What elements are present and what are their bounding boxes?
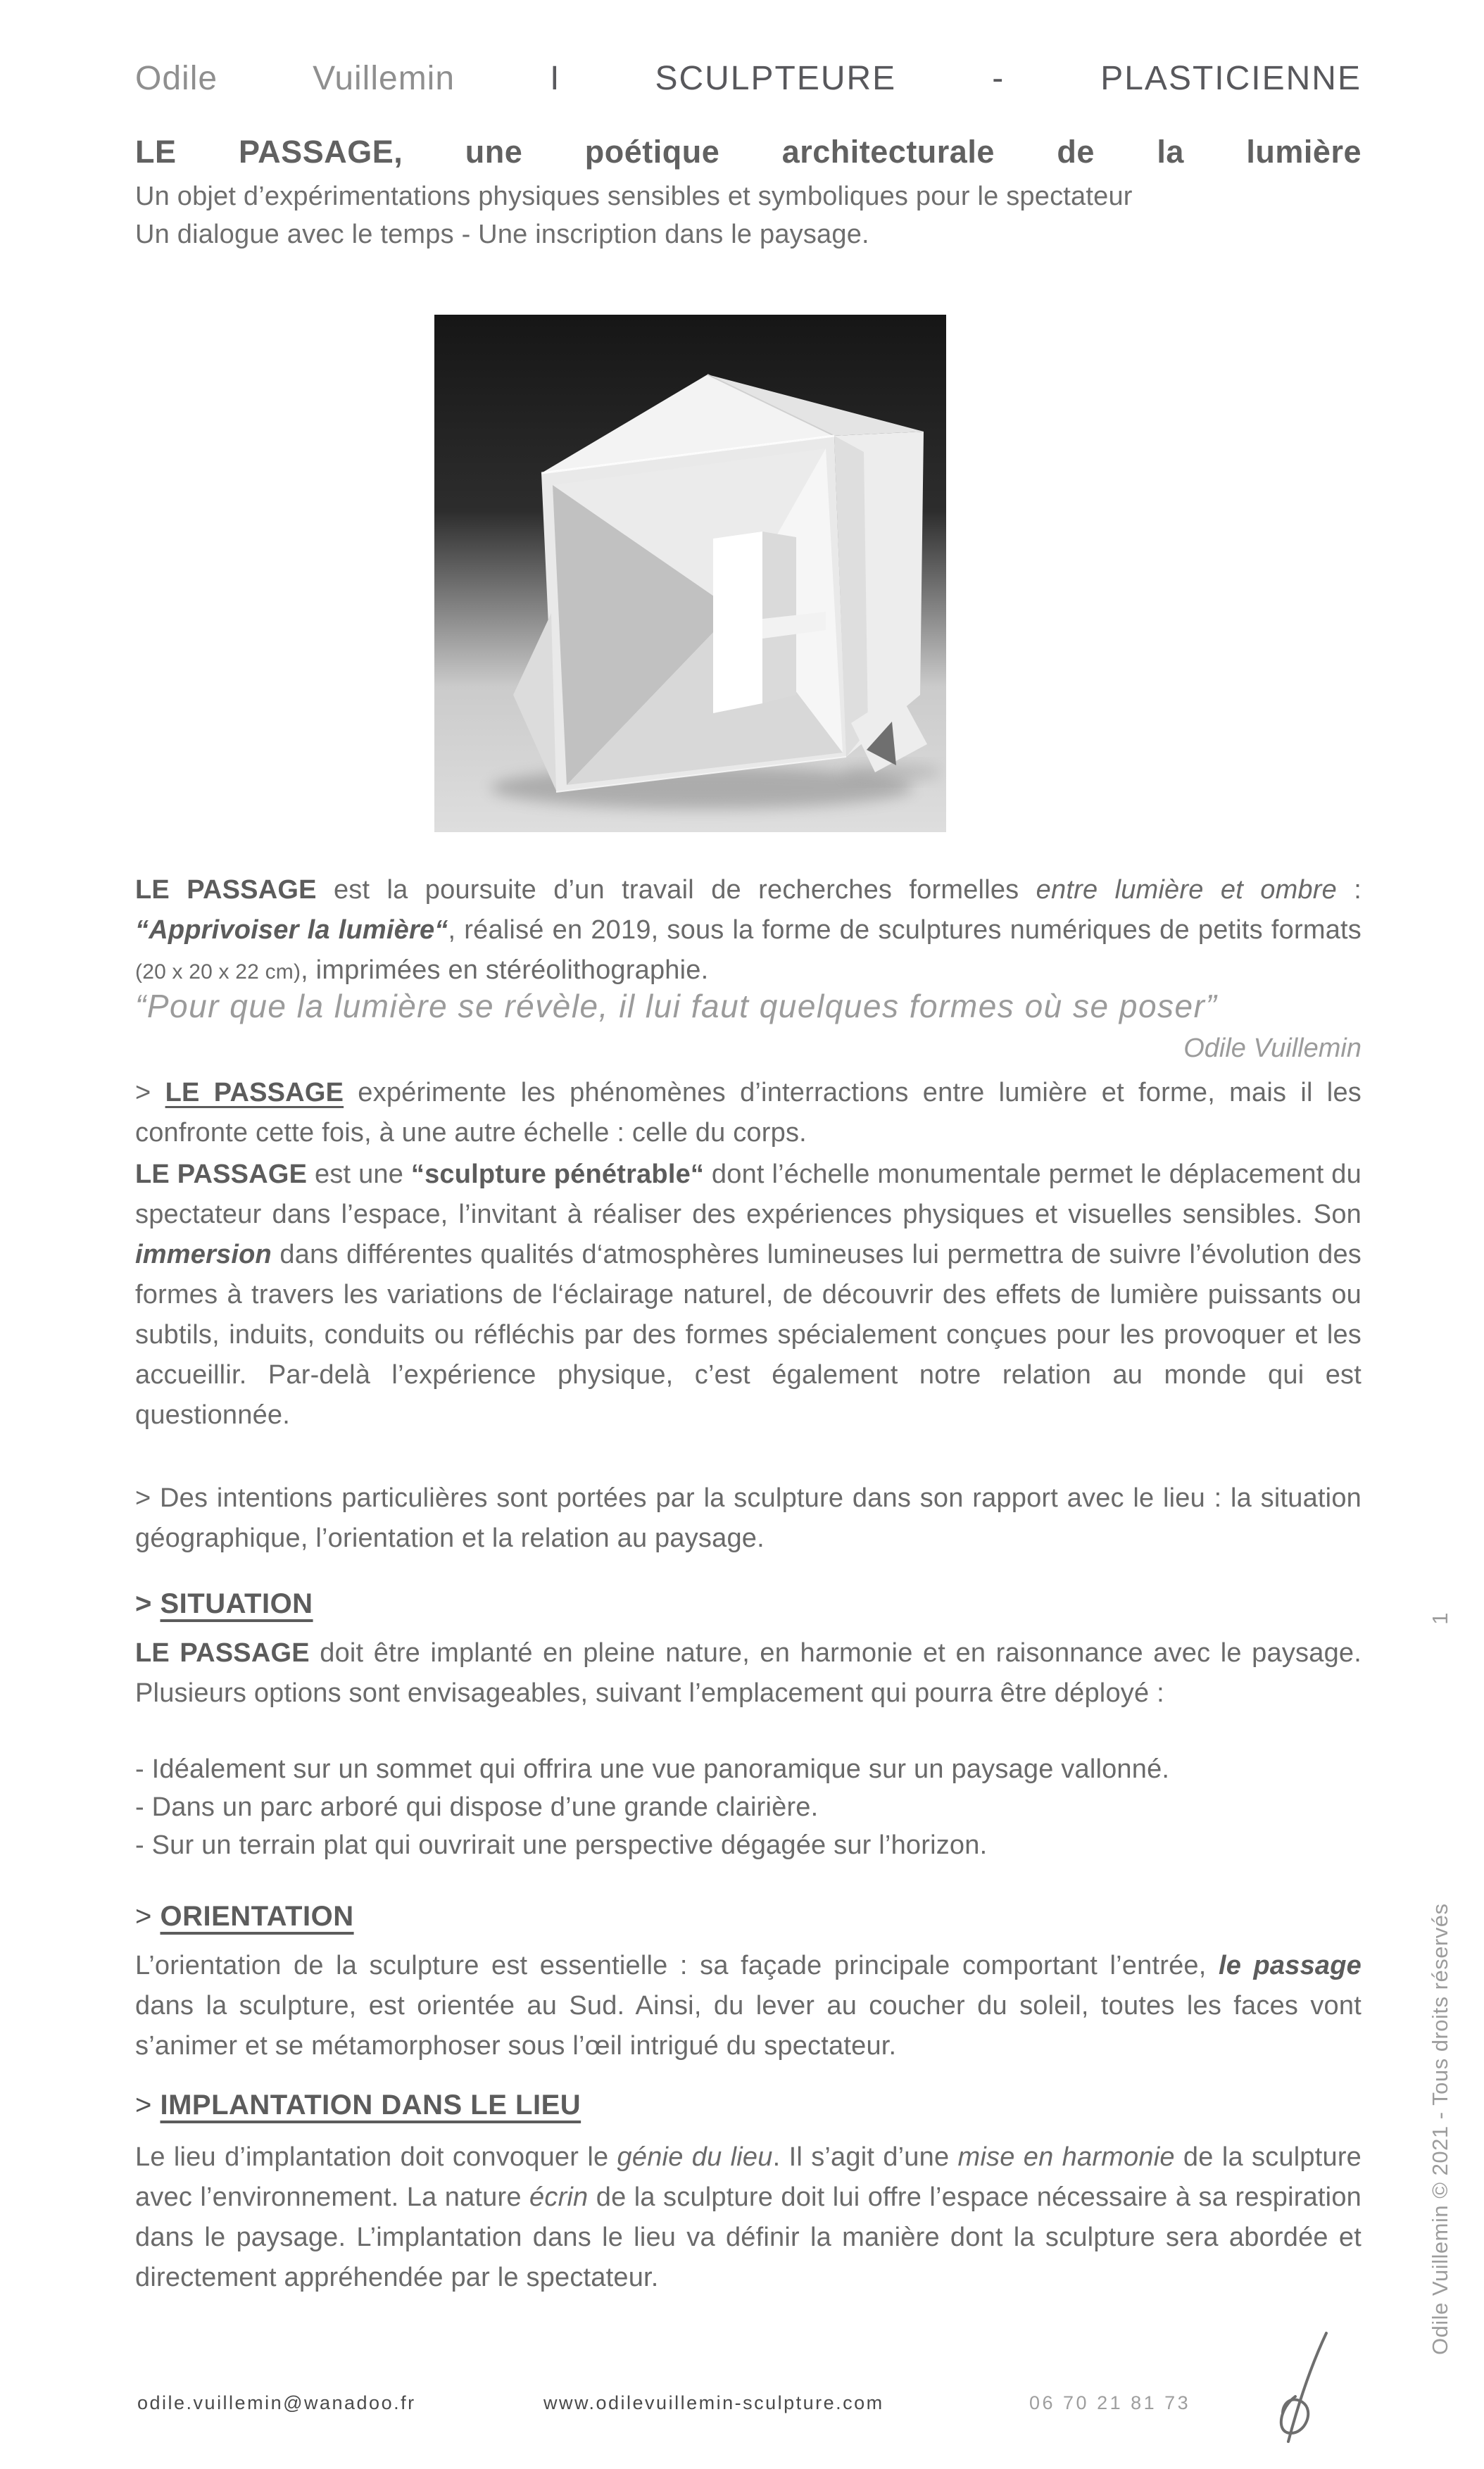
bullet-item: - Idéalement sur un sommet qui offrira une vue panoramique sur un paysage vallonné.: [135, 1754, 1170, 1784]
paragraph-implantation: Le lieu d’implantation doit convoquer le génie du lieu. Il s’agit d’une mise en harmonie de la sculpture avec l’environnement. La nature écrin de la sculpture doit lui offre l’espace nécessaire à sa respiration dans le paysage. L’implantation dans le lieu va définir la manière dont la sculpture sera abordée et directement appréhendée par le spectateur.: [135, 2142, 1362, 2292]
situation-bullet-list: [135, 1750, 1362, 1864]
page-subtitle: [135, 177, 1362, 253]
section-heading-orientation: > ORIENTATION: [135, 1901, 354, 1932]
quote-attribution: Odile Vuillemin: [1183, 1034, 1362, 1063]
footer-website: www.odilevuillemin-sculpture.com: [543, 2392, 884, 2413]
footer-phone: 06 70 21 81 73: [1029, 2392, 1191, 2413]
artist-name: Odile Vuillemin: [135, 60, 455, 97]
paragraph-experimente: > LE PASSAGE expérimente les phénomènes d’interractions entre lumière et forme, mais il les confronte cette fois, à une autre échelle : celle du corps.: [135, 1078, 1362, 1148]
section-heading-situation: > SITUATION: [135, 1588, 313, 1619]
sculpture-photo: [434, 315, 946, 832]
page-title: LE PASSAGE, une poétique architecturale de la lumière: [135, 134, 1362, 170]
signature-mark: [1259, 2329, 1343, 2449]
page-number: 1: [1428, 1612, 1452, 1625]
copyright-text: Odile Vuillemin © 2021 - Tous droits réservés: [1428, 1903, 1452, 2355]
header-separator: I: [550, 60, 560, 97]
subtitle-line-1: Un objet d’expérimentations physiques sensibles et symboliques pour le spectateur: [135, 182, 1133, 211]
bullet-item: - Dans un parc arboré qui dispose d’une grande clairière.: [135, 1792, 819, 1822]
page-header: [135, 59, 1362, 98]
paragraph-intro-le-passage: LE PASSAGE est la poursuite d’un travail de recherches formelles entre lumière et ombre : “Apprivoiser la lumière“, réalisé en 2019, sous la forme de sculptures numériques de petits formats (20 x 20 x 22 cm), imprimées en stéréolithographie.: [135, 875, 1362, 985]
footer-email: odile.vuillemin@wanadoo.fr: [137, 2392, 416, 2413]
paragraph-situation: LE PASSAGE doit être implanté en pleine nature, en harmonie et en raisonnance avec le paysage. Plusieurs options sont envisageables, suivant l’emplacement qui pourra être déployé :: [135, 1638, 1362, 1708]
vertical-copyright: [1425, 1612, 1456, 2355]
artist-role: SCULPTEURE - PLASTICIENNE: [655, 60, 1362, 97]
paragraph-orientation: L’orientation de la sculpture est essentielle : sa façade principale comportant l’entrée, le passage dans la sculpture, est orientée au Sud. Ainsi, du lever au coucher du soleil, toutes les faces vont s’animer et se métamorphoser sous l’œil intrigué du spectateur.: [135, 1951, 1362, 2061]
paragraph-intentions: > Des intentions particulières sont portées par la sculpture dans son rapport avec le lieu : la situation géographique, l’orientation et la relation au paysage.: [135, 1483, 1362, 1553]
paragraph-sculpture-penetrable: LE PASSAGE est une “sculpture pénétrable“ dont l’échelle monumentale permet le déplacement du spectateur dans l’espace, l’invitant à réaliser des expériences physiques et visuelles sensibles. Son immersion dans différentes qualités d‘atmosphères lumineuses lui permettra de suivre l’évolution des formes à travers les variations de l‘éclairage naturel, de découvrir des effets de lumière puissants ou subtils, induits, conduits ou réfléchis par des formes spécialement conçues pour les provoquer et les accueillir. Par-delà l’expérience physique, c’est également notre relation au monde qui est questionnée.: [135, 1160, 1362, 1430]
bullet-item: - Sur un terrain plat qui ouvrirait une perspective dégagée sur l’horizon.: [135, 1830, 988, 1860]
section-heading-implantation: > IMPLANTATION DANS LE LIEU: [135, 2090, 581, 2121]
subtitle-line-2: Un dialogue avec le temps - Une inscription dans le paysage.: [135, 220, 869, 249]
quote-text: “Pour que la lumière se révèle, il lui faut quelques formes où se poser”: [135, 988, 1218, 1024]
